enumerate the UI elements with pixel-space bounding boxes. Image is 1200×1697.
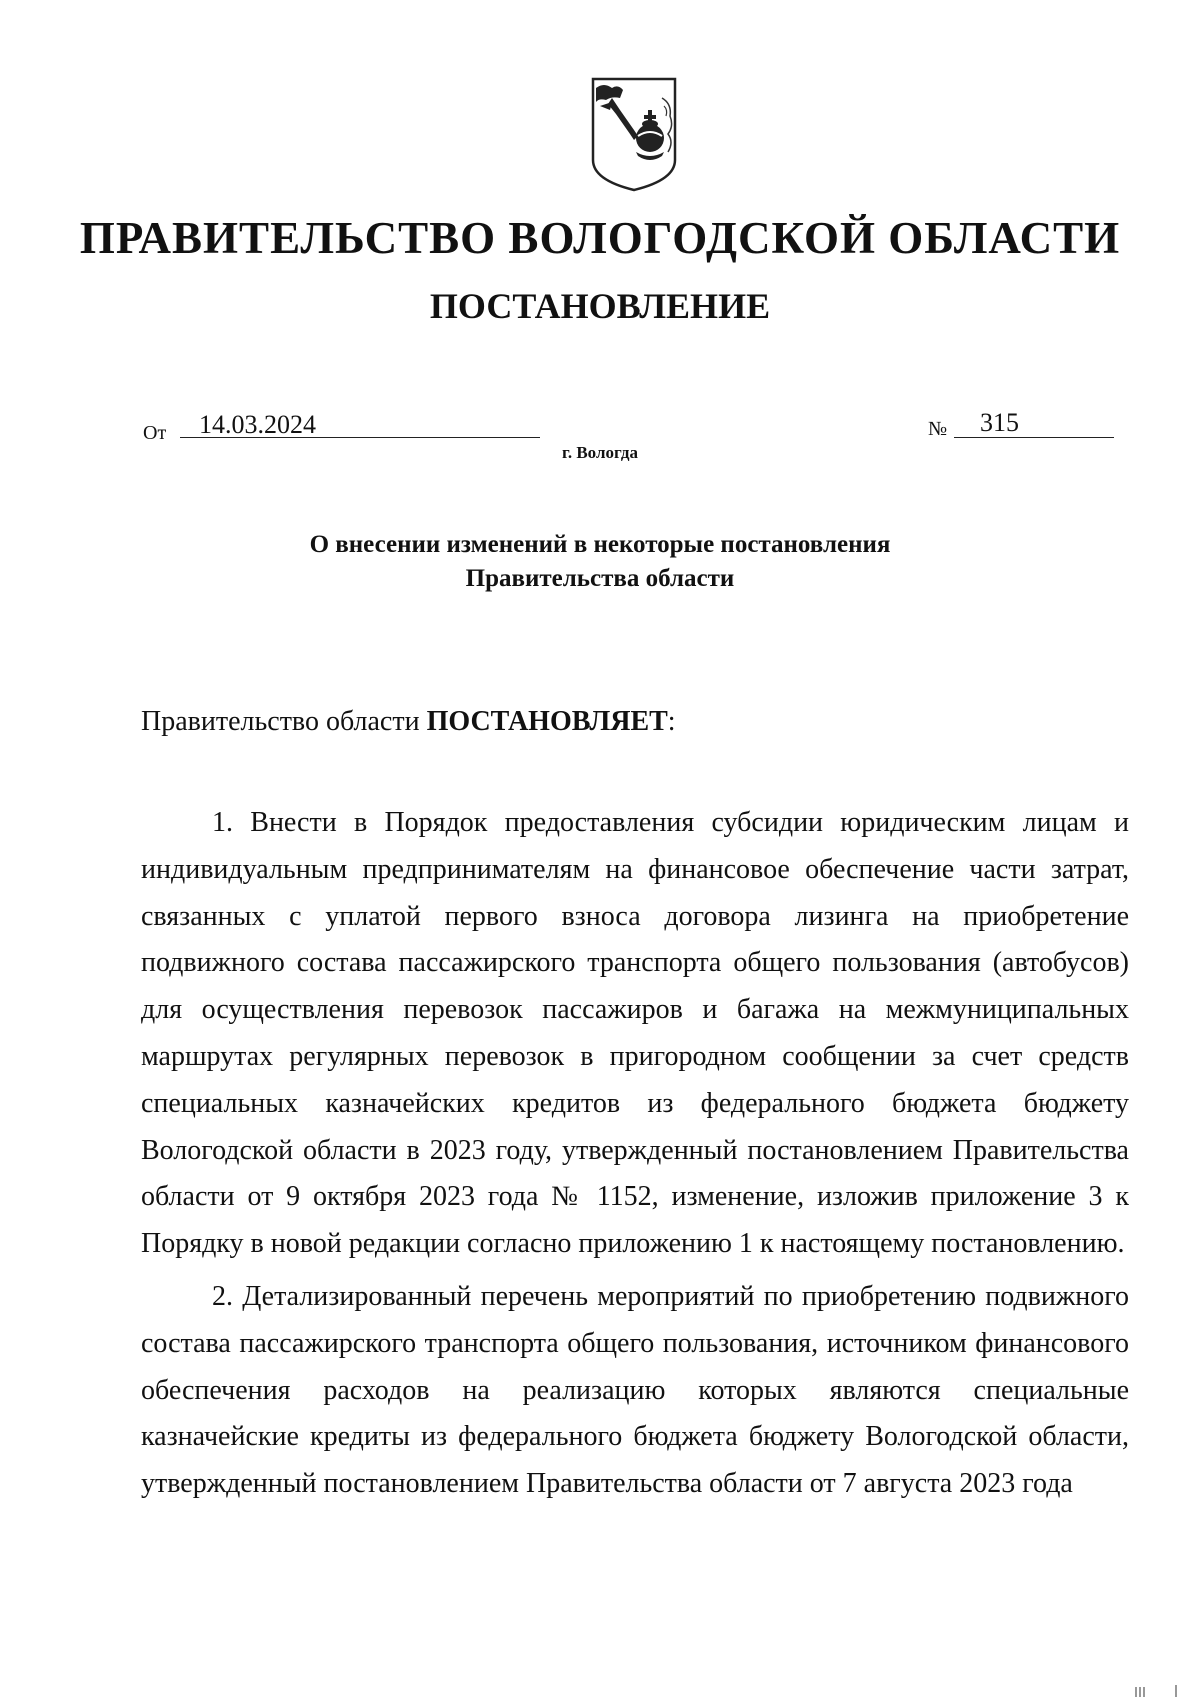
resolution-colon: : [667,706,676,737]
organization-title: ПРАВИТЕЛЬСТВО ВОЛОГОДСКОЙ ОБЛАСТИ [79,213,1121,263]
subject-line-1: О внесении изменений в некоторые постановления [309,531,891,558]
document-subject [0,528,1200,596]
vologda-coat-of-arms-icon [590,76,678,193]
paragraph-2: 2. Детализированный перечень мероприятий по приобретению подвижного состава пассажирского транспорта общего пользования, источником финансового обеспечения расходов на реализацию которых являются специальные казначейские кредиты из федерального бюджета бюджету Вологодской области, утвержденный постановлением Правительства области от 7 августа 2023 года [141,1280,1129,1500]
document-date: 14.03.2024 [199,410,316,439]
document-type: ПОСТАНОВЛЕНИЕ [429,286,771,326]
number-underline [954,437,1114,438]
document-number: 315 [980,408,1019,437]
number-prefix: № [928,418,948,440]
subject-line-2: Правительства области [465,565,735,592]
resolution-keyword: ПОСТАНОВЛЯЕТ [426,706,668,737]
paragraph-1: 1. Внести в Порядок предоставления субсидии юридическим лицам и индивидуальным предпринимателям на финансовое обеспечение части затрат, связанных с уплатой первого взноса договора лизинга на приобретение подвижного состава пассажирского транспорта общего пользования (автобусов) для осуществления перевозок пассажиров и багажа на межмуниципальных маршрутах регулярных перевозок в пригородном сообщении за счет средств специальных казначейских кредитов из федерального бюджета бюджету Вологодской области в 2023 году, утвержденный постановлением Правительства области от 9 октября 2023 года № 1152, изменение, изложив приложение 3 к Порядку в новой редакции согласно приложению 1 к настоящему постановлению. [141,807,1129,1260]
resolution-clause [141,706,676,738]
resolution-lead: Правительство области [141,706,427,737]
document-body [141,800,1129,1508]
city-name: г. Вологда [562,443,638,462]
date-prefix: От [143,422,167,444]
scan-marks [1132,1679,1182,1697]
